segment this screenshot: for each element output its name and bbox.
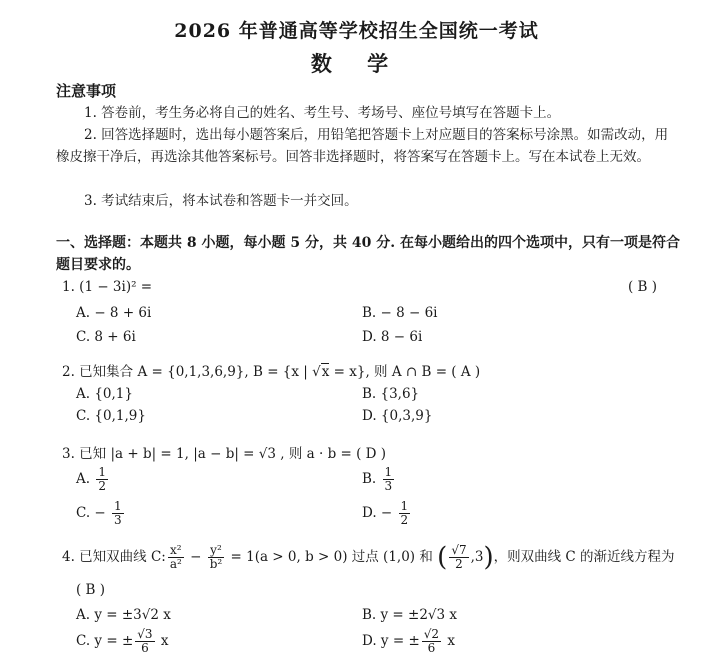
q1-option-c: C. 8 + 6i <box>76 329 136 345</box>
q3-option-b: B. $\frac{1}{3}$ <box>362 465 393 493</box>
question-3-stem: 3. 已知 |a + b| = 1, |a − b| = √3 , 则 a · b = ( D ) <box>62 446 387 462</box>
q2-option-b: B. {3,6} <box>362 386 420 402</box>
section-heading: 一、选择题：本题共 8 小题，每小题 5 分，共 40 分. 在每小题给出的四个选项中，只有一项是符合题目要求的。 <box>56 235 680 273</box>
question-4-answer: ( B ) <box>76 582 106 598</box>
q2-option-c: C. {0,1,9} <box>76 408 146 424</box>
q4-option-d: D. y = ± $\frac{√2}{6}$ x <box>362 627 455 655</box>
q1-option-d: D. 8 − 6i <box>362 329 423 345</box>
notice-item-3: 3. 考试结束后，将本试卷和答题卡一并交回。 <box>84 193 358 209</box>
q2-option-d: D. {0,3,9} <box>362 408 433 424</box>
q1-option-b: B. − 8 − 6i <box>362 305 438 321</box>
question-1-stem: 1. (1 − 3i)² = <box>62 279 153 295</box>
q4-option-a: A. y = ±3√2 x <box>76 607 171 623</box>
notice-item-2: 2. 回答选择题时，选出每小题答案后，用铅笔把答题卡上对应题目的答案标号涂黑。如需改动，用橡皮擦干净后，再选涂其他答案标号。回答非选择题时，将答案写在答题卡上。写在本试卷上无效。 <box>56 127 669 165</box>
q2-option-a: A. {0,1} <box>76 386 133 402</box>
exam-title: 2026 年普通高等学校招生全国统一考试 <box>174 20 539 42</box>
q1-option-a: A. − 8 + 6i <box>76 305 152 321</box>
q3-option-c: C. − $\frac{1}{3}$ <box>76 499 122 527</box>
subject-title: 数 学 <box>310 51 403 76</box>
notice-item-1: 1. 答卷前，考生务必将自己的姓名、考生号、考场号、座位号填写在答题卡上。 <box>84 105 561 121</box>
q3-option-d: D. − $\frac{1}{2}$ <box>362 499 409 527</box>
q4-option-b: B. y = ±2√3 x <box>362 607 458 623</box>
question-4-stem: 4. 已知双曲线 C: $\frac{\text{x²}}{\text{a²}}$ − $\frac{\text{y²}}{\text{b²}}$ = 1(a > 0, b > 0) 过点 (1,0) 和 ( $\frac{√7}{2}$ ,3)，则双曲线 C 的渐近线方程为 <box>62 542 675 573</box>
q4-option-c: C. y = ± $\frac{√3}{6}$ x <box>76 627 169 655</box>
question-1-answer: ( B ) <box>628 279 658 295</box>
notice-heading: 注意事项 <box>56 82 117 100</box>
q3-option-a: A. $\frac{1}{2}$ <box>76 465 106 493</box>
question-2-stem: 2. 已知集合 A = {0,1,3,6,9}, B = {x | √x = x}, 则 A ∩ B = ( A ) <box>62 364 481 380</box>
